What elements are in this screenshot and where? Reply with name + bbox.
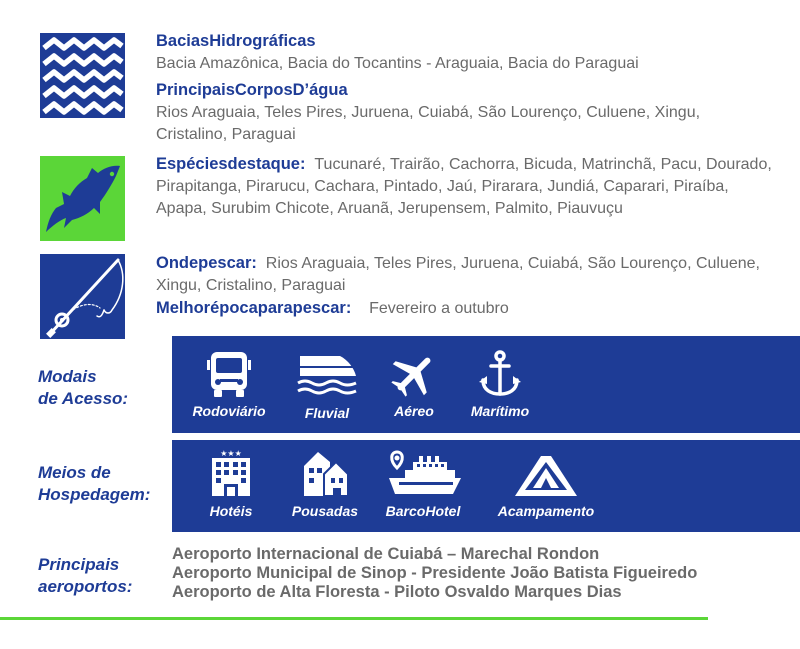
hotel-icon [208,448,254,498]
fishing-rod-icon [40,254,125,339]
tent-icon [511,448,581,498]
epoca-label: Melhorépocaparapescar: [156,299,352,317]
anchor-icon [479,350,521,398]
airport-item: Aeroporto de Alta Floresta - Piloto Osvaldo Marques Dias [172,583,622,601]
mode-aereo [382,350,446,420]
waves-icon [40,33,125,118]
cruise-ship-icon [383,448,463,498]
stay-hoteis [196,448,266,520]
corpos-label: PrincipaisCorposD’água [156,81,348,99]
airplane-icon [390,350,438,398]
mode-maritimo [460,350,540,420]
mode-label: Marítimo [470,403,530,419]
bacias-label: BaciasHidrográficas [156,32,316,50]
airport-item: Aeroporto Internacional de Cuiabá – Marechal Rondon [172,545,600,563]
stay-label: Acampamento [497,503,595,519]
stay-label: BarcoHotel [385,503,461,519]
stay-barcohotel [378,448,468,520]
bus-icon [207,350,251,398]
stay-label: Hotéis [209,503,253,519]
bottom-divider [0,617,708,620]
svg-text:★★★: ★★★ [220,449,242,458]
especies-text: Tucunaré, Trairão, Cachorra, Bicuda, Matrinchã, Pacu, Dourado, Pirapitanga, Pirarucu, Cachara, Pintado, Jaú, Pirarara, Jundiá, Caparari, Piraíba, Apapa, Surubim Chicote, Aruanã, Jerupensem, Palmito, Piauvuçu [156,156,772,217]
mode-fluvial [290,352,364,422]
stay-label: Pousadas [291,503,359,519]
hospedagem-label: Meios de Hospedagem: [38,463,151,504]
mode-label: Fluvial [304,405,350,421]
stay-acampamento [484,448,608,520]
modais-label: Modais de Acesso: [38,367,129,408]
corpos-text: Rios Araguaia, Teles Pires, Juruena, Cuiabá, São Lourenço, Culuene, Xingu, Cristalino, Paraguai [156,104,701,143]
boat-icon [296,352,358,398]
airports-list [172,545,697,602]
mode-label: Rodoviário [192,403,266,419]
mode-rodoviario [186,350,272,420]
stay-pousadas [286,448,364,520]
modais-band [172,336,800,433]
onde-text: Rios Araguaia, Teles Pires, Juruena, Cuiabá, São Lourenço, Culuene, Xingu, Cristalino, Paraguai [156,255,760,294]
especies-label: Espéciesdestaque: [156,155,306,173]
inn-icon [300,448,350,498]
bacias-text: Bacia Amazônica, Bacia do Tocantins - Araguaia, Bacia do Paraguai [156,55,639,72]
epoca-text: Fevereiro a outubro [369,300,509,317]
onde-label: Ondepescar: [156,254,257,272]
hospedagem-band [172,440,800,532]
fish-icon [40,156,125,241]
airport-item: Aeroporto Municipal de Sinop - Presidente João Batista Figueiredo [172,564,698,582]
aeroportos-label: Principais aeroportos: [38,555,133,596]
mode-label: Aéreo [394,403,434,419]
